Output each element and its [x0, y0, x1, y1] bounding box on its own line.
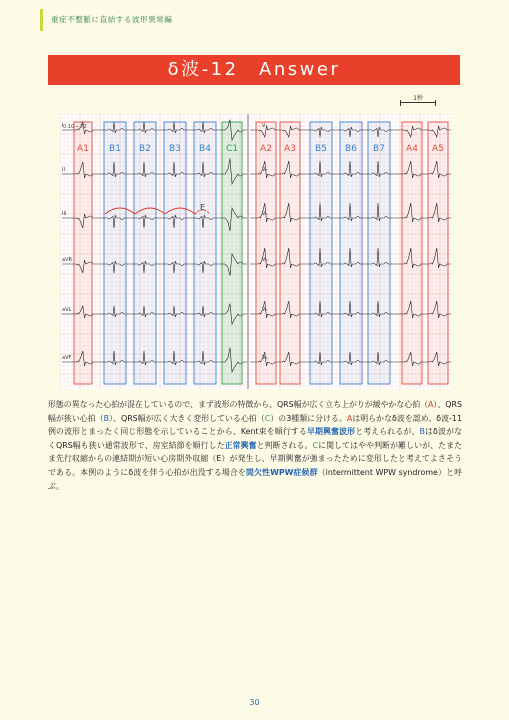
text-p7: はδ波がなくQRS幅も狭い通常波形で、房室結節を順行した: [48, 427, 462, 450]
running-title: 重症不整脈に直結する波形異常編: [51, 15, 173, 24]
text-p9: に関してはやや判断が難しいが、たまたま先行収縮からの連結期が短い心房期外収縮（E）が発生し、早期興奮が強まったために変形したと考えてよさそうである。本例のようにδ波を伴う心拍が出没する場合を: [48, 440, 462, 477]
calibration-note: 0.10 ─ 72: [63, 124, 87, 130]
lead-label-right: V₆: [262, 355, 268, 361]
beat-label-b1: B1: [109, 144, 121, 154]
time-scale: [398, 93, 438, 107]
annotation-e: E: [200, 203, 206, 212]
beat-label-b4: B4: [199, 144, 211, 154]
time-scale-label: 1秒: [413, 95, 423, 102]
lead-label-left: aVR: [62, 257, 72, 263]
header-accent-bar: [40, 9, 43, 31]
lead-label-left: I: [62, 123, 64, 129]
lead-label-right: V₄: [262, 257, 268, 263]
beat-box-a2: [256, 122, 276, 384]
lead-label-left: III: [62, 211, 67, 217]
beat-label-b7: B7: [373, 144, 385, 154]
label-c-2: C: [312, 440, 319, 450]
text-p2: ）、QRS幅が狭い心拍（: [48, 400, 462, 423]
time-scale-bar: [400, 102, 436, 103]
beat-label-b6: B6: [345, 144, 357, 154]
label-c: C: [264, 413, 271, 423]
page-number: 30: [249, 698, 260, 707]
term-normal-excitation: 正常興奮: [224, 440, 257, 450]
beat-box-b7: [368, 122, 390, 384]
lead-label-right: V₂: [262, 167, 268, 173]
beat-box-b2: [134, 122, 156, 384]
beat-box-b3: [164, 122, 186, 384]
beat-label-a1: A1: [77, 144, 89, 154]
beat-label-a2: A2: [260, 144, 272, 154]
beat-box-c1: [222, 122, 242, 384]
term-intermittent-wpw: 間欠性WPW症候群: [246, 467, 318, 477]
beat-label-a5: A5: [432, 144, 444, 154]
beat-label-a4: A4: [406, 144, 418, 154]
lead-label-right: V₁: [262, 123, 268, 129]
beat-box-a4: [402, 122, 422, 384]
text-p3: ）、QRS幅が広く大きく変形している心拍（: [109, 413, 265, 423]
beat-box-a3: [280, 122, 300, 384]
beat-box-b4: [194, 122, 216, 384]
label-b-2: B: [419, 427, 425, 437]
beat-box-b5: [310, 122, 332, 384]
text-p1: 形態の異なった心拍が混在しているので、まず波形の特徴から、QRS幅が広く立ち上がりが緩やかな心拍（: [48, 400, 429, 409]
label-b: B: [103, 413, 109, 423]
beat-box-a5: [428, 122, 448, 384]
label-a: A: [428, 400, 434, 409]
text-p5: は明らかなδ波を認め、δ波-11例の波形とまったく同じ形態を示していることから、Kent束を順行する: [48, 413, 462, 437]
beat-label-c1: C1: [225, 144, 239, 154]
lead-label-left: aVL: [62, 307, 72, 313]
beat-label-a3: A3: [284, 144, 296, 154]
text-p8: と判断される。: [256, 440, 313, 450]
term-pre-excitation: 早期興奮波形: [306, 427, 356, 437]
lead-label-right: V₃: [262, 211, 268, 217]
title-banner: δ波-12 Answer: [48, 55, 460, 85]
ecg-figure: [60, 114, 452, 389]
beat-box-b1: [104, 122, 126, 384]
text-p4: ）の3種類に分ける。: [270, 413, 347, 423]
lead-label-left: II: [62, 167, 65, 173]
beat-box-a1: [74, 122, 92, 384]
lead-label-left: aVF: [62, 355, 72, 361]
text-p6: と考えられるが、: [355, 427, 420, 437]
beat-box-b6: [340, 122, 362, 384]
explanation-text: [48, 398, 462, 493]
label-a-2: A: [346, 413, 353, 423]
text-p10: （intermittent WPW syndrome）と呼ぶ。: [48, 467, 462, 491]
beat-label-b3: B3: [169, 144, 181, 154]
beat-label-b5: B5: [315, 144, 327, 154]
lead-label-right: V₅: [262, 307, 268, 313]
beat-label-b2: B2: [139, 144, 151, 154]
